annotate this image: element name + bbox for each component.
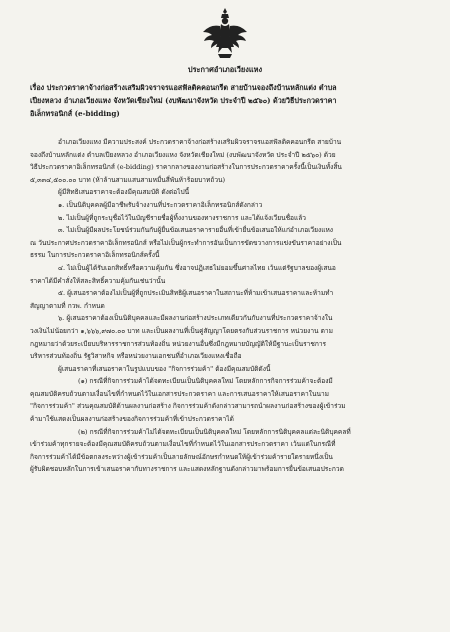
intro-line: จองถึงบ้านหลักแต่ง ตำบลเปียงหลวง อำเภอเวียงแหง จังหวัดเชียงใหม่ (งบพัฒนาจังหวัด ประจำปี ๒๕๖๐) ด้วย bbox=[30, 150, 336, 159]
subject-line: เปียงหลวง อำเภอเวียงแหง จังหวัดเชียงใหม่ (งบพัฒนาจังหวัด ประจำปี ๒๕๖๐) ด้วยวิธีประกวดราคา bbox=[30, 96, 337, 105]
joint-venture-item-cont: ผู้รับผิดชอบหลักในการเข้าเสนอราคากับทางราชการ และแสดงหลักฐานดังกล่าวมาพร้อมการยื่นข้อเสนอประกวด bbox=[30, 465, 344, 474]
qualification-item: ๒. ไม่เป็นผู้ที่ถูกระบุชื่อไว้ในบัญชีรายชื่อผู้ทิ้งงานของทางราชการ และได้แจ้งเวียนชื่อแล้ว bbox=[58, 213, 306, 222]
garuda-emblem-icon bbox=[201, 6, 249, 62]
qualification-item: ๑. เป็นนิติบุคคลผู้มีอาชีพรับจ้างงานที่ประกวดราคาอิเล็กทรอนิกส์ดังกล่าว bbox=[58, 200, 263, 209]
joint-venture-item-cont: "กิจการร่วมค้า" ส่วนคุณสมบัติด้านผลงานก่อสร้าง กิจการร่วมค้าดังกล่าวสามารถนำผลงานก่อสร้างของผู้เข้าร่วม bbox=[30, 402, 346, 411]
qualification-item: ๓. ไม่เป็นผู้มีผลประโยชน์ร่วมกันกับผู้ยื่นข้อเสนอราคารายอื่นที่เข้ายื่นข้อเสนอให้แก่อำเภอเวียงแหง bbox=[58, 226, 334, 235]
qualification-item-cont: ธรรม ในการประกวดราคาอิเล็กทรอนิกส์ครั้งนี้ bbox=[30, 251, 160, 260]
qualification-item-cont: กฎหมายว่าด้วยระเบียบบริหารราชการส่วนท้องถิ่น หน่วยงานอื่นซึ่งมีกฎหมายบัญญัติให้มีฐานะเป็นราชการ bbox=[30, 339, 327, 348]
subject-block bbox=[30, 81, 420, 120]
qualification-item-cont: สัญญาตามที่ กวพ. กำหนด bbox=[30, 301, 105, 310]
qualification-item: ๔. ไม่เป็นผู้ได้รับเอกสิทธิ์หรือความคุ้มกัน ซึ่งอาจปฏิเสธไม่ยอมขึ้นศาลไทย เว้นแต่รัฐบาลของผู้เสนอ bbox=[58, 263, 336, 272]
document-body bbox=[30, 136, 420, 476]
joint-venture-item-cont: คุณสมบัติครบถ้วนตามเงื่อนไขที่กำหนดไว้ในเอกสารประกวดราคา และการเสนอราคาให้เสนอราคาในนาม bbox=[30, 389, 330, 398]
qualification-item-cont: วงเงินไม่น้อยกว่า ๑,๖๖๖,๙๗๐.๐๐ บาท และเป็นผลงานที่เป็นคู่สัญญาโดยตรงกับส่วนราชการ หน่วยงาน ตาม bbox=[30, 326, 333, 335]
document-title: ประกาศอำเภอเวียงแหง bbox=[187, 65, 263, 74]
intro-line: ๕,๓๓๔,๕๐๐.๐๐ บาท (ห้าล้านสามแสนสามหมื่นสี่พันห้าร้อยบาทถ้วน) bbox=[30, 175, 226, 184]
joint-venture-item: (๒) กรณีที่กิจการร่วมค้าไม่ได้จดทะเบียนเป็นนิติบุคคลใหม่ โดยหลักการนิติบุคคลแต่ละนิติบุคคลที่ bbox=[78, 427, 351, 436]
qualification-item: ๖. ผู้เสนอราคาต้องเป็นนิติบุคคลและมีผลงานก่อสร้างประเภทเดียวกันกับงานที่ประกวดราคาจ้างใน bbox=[58, 314, 333, 323]
joint-venture-item-cont: เข้าร่วมค้าทุกรายจะต้องมีคุณสมบัติครบถ้วนตามเงื่อนไขที่กำหนดไว้ในเอกสารประกวดราคา เว้นแต่ในกรณีที่ bbox=[30, 440, 336, 449]
intro-line: วิธีประกวดราคาอิเล็กทรอนิกส์ (e-bidding) ราคากลางของงานก่อสร้างในการประกวดราคาครั้งนี้เป็นเงินทั้งสิ้น bbox=[30, 163, 342, 172]
qualification-item-cont: ณ วันประกาศประกวดราคาอิเล็กทรอนิกส์ หรือไม่เป็นผู้กระทำการอันเป็นการขัดขวางการแข่งขันราคาอย่างเป็น bbox=[30, 238, 342, 247]
joint-venture-item: (๑) กรณีที่กิจการร่วมค้าได้จดทะเบียนเป็นนิติบุคคลใหม่ โดยหลักการกิจการร่วมค้าจะต้องมี bbox=[78, 377, 333, 386]
joint-venture-heading: ผู้เสนอราคาที่เสนอราคาในรูปแบบของ "กิจการร่วมค้า" ต้องมีคุณสมบัติดังนี้ bbox=[58, 364, 271, 373]
qualification-heading: ผู้มีสิทธิเสนอราคาจะต้องมีคุณสมบัติ ดังต่อไปนี้ bbox=[58, 188, 190, 197]
subject-line: อิเล็กทรอนิกส์ (e-bidding) bbox=[30, 109, 120, 118]
qualification-item-cont: ราคาได้มีคำสั่งให้สละสิทธิ์ความคุ้มกันเช่นว่านั้น bbox=[30, 276, 166, 285]
joint-venture-item-cont: ค้ามาใช้แสดงเป็นผลงานก่อสร้างของกิจการร่วมค้าที่เข้าประกวดราคาได้ bbox=[30, 415, 234, 424]
subject-line: เรื่อง ประกวดราคาจ้างก่อสร้างเสริมผิวจราจรแอสฟัลติคคอนกรีต สายบ้านจองถึงบ้านหลักแต่ง ตำบล bbox=[30, 83, 337, 92]
qualification-item-cont: บริหารส่วนท้องถิ่น รัฐวิสาหกิจ หรือหน่วยงานเอกชนที่อำเภอเวียงแหงเชื่อถือ bbox=[30, 352, 242, 361]
intro-line: อำเภอเวียงแหง มีความประสงค์ ประกวดราคาจ้างก่อสร้างเสริมผิวจราจรแอสฟัลติคคอนกรีต สายบ้าน bbox=[58, 138, 342, 146]
joint-venture-item-cont: กิจการร่วมค้าได้มีข้อตกลงระหว่างผู้เข้าร่วมค้าเป็นลายลักษณ์อักษรกำหนดให้ผู้เข้าร่วมค้ารายใดรายหนึ่งเป็น bbox=[30, 452, 333, 461]
qualification-item: ๕. ผู้เสนอราคาต้องไม่เป็นผู้ที่ถูกประเมินสิทธิผู้เสนอราคาในสถานะที่ห้ามเข้าเสนอราคาและห้ามทำ bbox=[58, 289, 334, 298]
